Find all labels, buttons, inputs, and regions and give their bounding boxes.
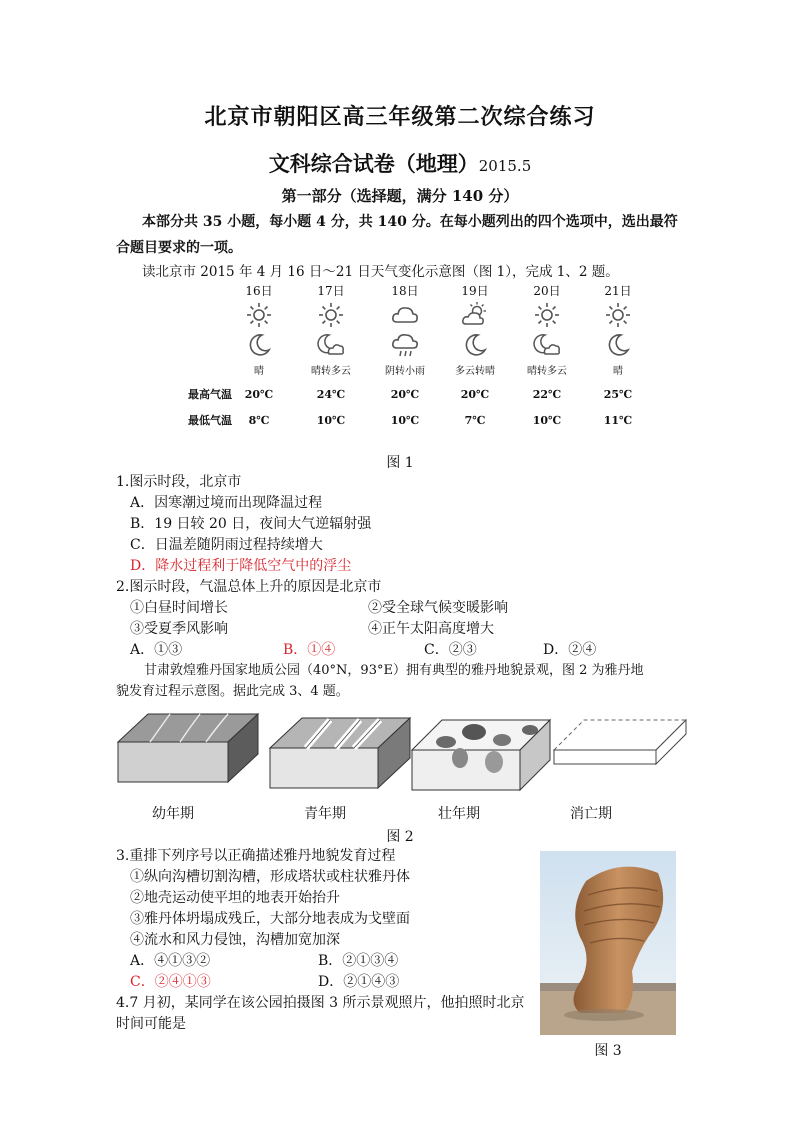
- q12-intro: 读北京市 2015 年 4 月 16 日～21 日天气变化示意图（图 1），完成 1、2 题。: [142, 264, 619, 280]
- weather-day-column: [296, 282, 366, 434]
- weather-day-label: 17日: [317, 284, 345, 298]
- high-temperature: 25℃: [603, 388, 633, 401]
- q1-option-c[interactable]: C．日温差随阴雨过程持续增大: [130, 537, 323, 553]
- q3-option-b[interactable]: B．②①③④: [318, 953, 399, 969]
- exam-year: 2015.5: [478, 157, 532, 175]
- q2-option-d[interactable]: D．②④: [543, 642, 597, 658]
- q3-statement-3: ③雅丹体坍塌成残丘，大部分地表成为戈壁面: [130, 911, 410, 927]
- low-temperature: 10℃: [316, 414, 346, 427]
- yardang-photo: [540, 851, 676, 1035]
- weather-description: 晴: [613, 366, 623, 377]
- high-temperature: 20℃: [244, 388, 274, 401]
- q2-option-a[interactable]: A．①③: [130, 642, 183, 658]
- moon-icon: [224, 330, 294, 360]
- weather-day-column: [583, 282, 653, 434]
- stage-adolescence-label: 青年期: [304, 806, 346, 822]
- weather-day-column: [440, 282, 510, 434]
- low-temperature: 11℃: [603, 414, 633, 427]
- low-temperature: 8℃: [248, 414, 270, 427]
- fig1-caption: 图 1: [386, 455, 414, 471]
- exam-subtitle: [0, 148, 800, 178]
- q3-statement-2: ②地壳运动使平坦的地表开始抬升: [130, 890, 340, 906]
- page-title: 北京市朝阳区高三年级第二次综合练习: [204, 104, 596, 130]
- weather-description: 晴转多云: [311, 366, 351, 377]
- high-temp-label: 最高气温: [188, 388, 232, 401]
- stage-youth-label: 幼年期: [152, 806, 194, 822]
- block-youth: [118, 714, 258, 782]
- weather-figure: [178, 282, 658, 432]
- moon-cloud-icon: [512, 330, 582, 360]
- weather-day-column: [224, 282, 294, 434]
- q1-option-a[interactable]: A．因寒潮过境而出现降温过程: [130, 495, 323, 511]
- weather-description: 多云转晴: [455, 366, 495, 377]
- high-temperature: 22℃: [532, 388, 562, 401]
- q1-stem: 1.图示时段，北京市: [116, 474, 242, 490]
- stage-extinction-label: 消亡期: [570, 806, 612, 822]
- moon-icon: [440, 330, 510, 360]
- q2-statement-1: ①白昼时间增长: [130, 600, 228, 616]
- weather-description: 晴: [254, 366, 264, 377]
- low-temp-label: 最低气温: [188, 414, 232, 427]
- q3-statement-4: ④流水和风力侵蚀，沟槽加宽加深: [130, 932, 340, 948]
- moon-icon: [583, 330, 653, 360]
- q2-statement-4: ④正午太阳高度增大: [368, 621, 494, 637]
- high-temperature: 24℃: [316, 388, 346, 401]
- fig3-caption: 图 3: [594, 1043, 622, 1059]
- q3-statement-1: ①纵向沟槽切割沟槽，形成塔状或柱状雅丹体: [130, 869, 410, 885]
- q2-option-b[interactable]: B．①④: [283, 642, 336, 658]
- instructions: 本部分共 35 小题，每小题 4 分，共 140 分。在每小题列出的四个选项中，选出最符合题目要求的一项。: [116, 214, 678, 256]
- q34-intro-line1: 甘肃敦煌雅丹国家地质公园（40°N，93°E）拥有典型的雅丹地貌景观，图 2 为雅丹地: [144, 663, 644, 678]
- q3-option-a[interactable]: A．④①③②: [130, 953, 211, 969]
- weather-day-label: 20日: [533, 284, 561, 298]
- q2-statement-3: ③受夏季风影响: [130, 621, 228, 637]
- weather-day-column: [370, 282, 440, 434]
- q2-stem: 2.图示时段，气温总体上升的原因是北京市: [116, 579, 382, 595]
- q2-statement-2: ②受全球气候变暖影响: [368, 600, 508, 616]
- q3-option-d[interactable]: D．②①④③: [318, 974, 400, 990]
- sun-icon: [512, 300, 582, 330]
- q3-stem: 3.重排下列序号以正确描述雅丹地貌发育过程: [116, 848, 396, 864]
- sun-icon: [224, 300, 294, 330]
- weather-day-label: 19日: [461, 284, 489, 298]
- weather-description: 阴转小雨: [385, 366, 425, 377]
- low-temperature: 10℃: [532, 414, 562, 427]
- part-heading: 第一部分（选择题，满分 140 分）: [281, 187, 519, 205]
- q1-option-b[interactable]: B．19 日较 20 日，夜间大气逆辐射强: [130, 516, 372, 532]
- weather-day-label: 18日: [391, 284, 419, 298]
- moon-cloud-icon: [296, 330, 366, 360]
- block-adolescence: [270, 718, 410, 788]
- q3-option-c[interactable]: C．②④①③: [130, 974, 211, 990]
- high-temperature: 20℃: [460, 388, 490, 401]
- weather-description: 晴转多云: [527, 366, 567, 377]
- weather-day-label: 16日: [245, 284, 273, 298]
- q34-intro-line2: 貌发育过程示意图。据此完成 3、4 题。: [116, 684, 349, 699]
- sun-icon: [296, 300, 366, 330]
- sun-icon: [583, 300, 653, 330]
- high-temperature: 20℃: [390, 388, 420, 401]
- fig2-caption: 图 2: [386, 829, 414, 845]
- low-temperature: 10℃: [390, 414, 420, 427]
- stage-maturity-label: 壮年期: [438, 806, 480, 822]
- q4-stem-line1: 4.7 月初，某同学在该公园拍摄图 3 所示景观照片，他拍照时北京: [116, 995, 525, 1011]
- cloud-icon: [370, 300, 440, 330]
- sun-cloud-icon: [440, 300, 510, 330]
- weather-day-label: 21日: [604, 284, 632, 298]
- weather-day-column: [512, 282, 582, 434]
- q2-option-c[interactable]: C．②③: [424, 642, 477, 658]
- q1-option-d[interactable]: D．降水过程利于降低空气中的浮尘: [130, 558, 352, 574]
- subtitle-text: 文科综合试卷（地理）: [268, 151, 479, 176]
- rain-icon: [370, 330, 440, 360]
- block-extinction: [554, 720, 686, 764]
- low-temperature: 7℃: [464, 414, 486, 427]
- block-maturity: [412, 720, 550, 790]
- q4-stem-line2: 时间可能是: [116, 1016, 186, 1032]
